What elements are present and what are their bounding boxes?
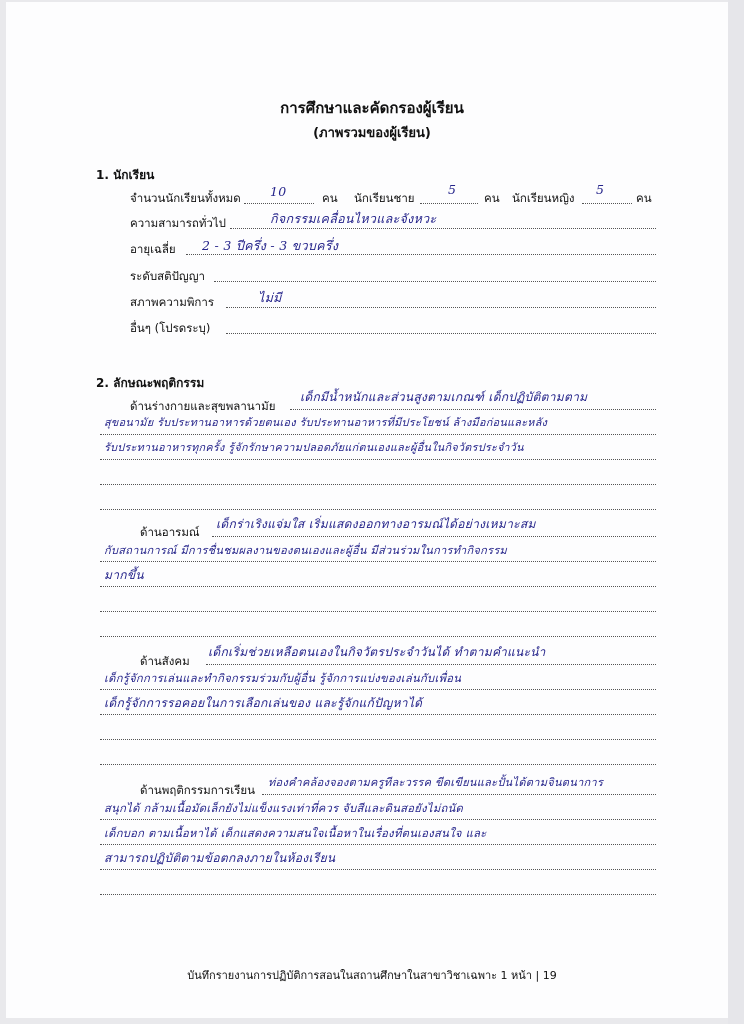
social-label: ด้านสังคม xyxy=(140,654,190,668)
learning-label: ด้านพฤติกรรมการเรียน xyxy=(140,783,255,797)
unit-label-2: คน xyxy=(484,191,500,205)
social-text-3: เด็กรู้จักการรอคอยในการเลือกเล่นของ และรู้จักแก้ปัญหาได้ xyxy=(104,696,423,710)
ability-value: กิจกรรมเคลื่อนไหวและจังหวะ xyxy=(270,211,437,226)
social-line-3 xyxy=(100,714,656,715)
page-subtitle: (ภาพรวมของผู้เรียน) xyxy=(313,126,431,141)
physical-text-2: สุขอนามัย รับประทานอาหารด้วยตนเอง รับประทานอาหารที่มีประโยชน์ ล้างมือก่อนและหลัง xyxy=(104,416,548,429)
social-line-2 xyxy=(100,689,656,690)
age-label: อายุเฉลี่ย xyxy=(130,242,176,256)
footer-page-number: 19 xyxy=(542,969,557,982)
learning-text-1: ท่องคำคล้องจองตามครูทีละวรรค ขีดเขียนและปั้นได้ตามจินตนาการ xyxy=(268,776,604,789)
emotional-line-1 xyxy=(212,536,656,537)
social-text-2: เด็กรู้จักการเล่นและทำกิจกรรมร่วมกับผู้อื่น รู้จักการแบ่งของเล่นกับเพื่อน xyxy=(104,672,462,685)
physical-text-1: เด็กมีน้ำหนักและส่วนสูงตามเกณฑ์ เด็กปฏิบัติตามตาม xyxy=(300,390,588,404)
emotional-line-4 xyxy=(100,611,656,612)
learning-line-2 xyxy=(100,819,656,820)
social-line-5 xyxy=(100,764,656,765)
footer-page-label: หน้า | xyxy=(511,969,540,982)
emotional-text-1: เด็กร่าเริงแจ่มใส เริ่มแสดงออกทางอารมณ์ได้อย่างเหมาะสม xyxy=(216,517,536,531)
male-students-value: 5 xyxy=(448,182,457,197)
page-title: การศึกษาและคัดกรองผู้เรียน xyxy=(280,99,464,117)
disability-label: สภาพความพิการ xyxy=(130,295,215,309)
total-students-value: 10 xyxy=(270,184,287,199)
physical-label: ด้านร่างกายและสุขพลานามัย xyxy=(130,399,276,413)
male-students-label: นักเรียนชาย xyxy=(354,191,415,205)
section2-heading: 2. ลักษณะพฤติกรรม xyxy=(96,376,205,390)
learning-text-2: สนุกได้ กล้ามเนื้อมัดเล็กยังไม่แข็งแรงเท่าที่ควร จับสีและดินสอยังไม่ถนัด xyxy=(104,802,464,815)
learning-text-4: สามารถปฏิบัติตามข้อตกลงภายในห้องเรียน xyxy=(104,851,336,865)
emotional-label: ด้านอารมณ์ xyxy=(140,525,200,539)
age-value: 2 - 3 ปีครึ่ง - 3 ขวบครึ่ง xyxy=(202,238,339,253)
physical-line-5 xyxy=(100,509,656,510)
page-footer xyxy=(0,966,744,984)
iq-line xyxy=(214,281,656,282)
learning-line-1 xyxy=(262,794,656,795)
female-students-line xyxy=(582,203,632,204)
learning-line-4 xyxy=(100,869,656,870)
other-line xyxy=(226,333,656,334)
disability-line xyxy=(226,307,656,308)
social-line-4 xyxy=(100,739,656,740)
unit-label-1: คน xyxy=(322,191,338,205)
learning-line-3 xyxy=(100,844,656,845)
physical-line-4 xyxy=(100,484,656,485)
emotional-line-5 xyxy=(100,636,656,637)
social-line-1 xyxy=(206,664,656,665)
footer-text: บันทึกรายงานการปฏิบัติการสอนในสถานศึกษาในสาขาวิชาเฉพาะ 1 xyxy=(187,969,508,982)
physical-line-2 xyxy=(100,434,656,435)
male-students-line xyxy=(420,203,478,204)
physical-text-3: รับประทานอาหารทุกครั้ง รู้จักรักษาความปลอดภัยแก่ตนเองและผู้อื่นในกิจวัตรประจำวัน xyxy=(104,441,524,454)
unit-label-3: คน xyxy=(636,191,652,205)
page-edge xyxy=(728,0,744,1024)
total-students-line xyxy=(244,203,314,204)
iq-label: ระดับสติปัญญา xyxy=(130,269,205,283)
female-students-value: 5 xyxy=(596,182,605,197)
other-label: อื่นๆ (โปรดระบุ) xyxy=(130,321,211,335)
emotional-text-2: กับสถานการณ์ มีการชื่นชมผลงานของตนเองและผู้อื่น มีส่วนร่วมในการทำกิจกรรม xyxy=(104,544,508,557)
total-students-label: จำนวนนักเรียนทั้งหมด xyxy=(130,191,241,205)
social-text-1: เด็กเริ่มช่วยเหลือตนเองในกิจวัตรประจำวันได้ ทำตามคำแนะนำ xyxy=(208,645,546,659)
emotional-line-2 xyxy=(100,561,656,562)
disability-value: ไม่มี xyxy=(258,290,282,305)
section1-heading: 1. นักเรียน xyxy=(96,168,155,182)
learning-line-5 xyxy=(100,894,656,895)
learning-text-3: เด็กบอก ตามเนื้อหาได้ เด็กแสดงความสนใจเนื้อหาในเรื่องที่ตนเองสนใจ และ xyxy=(104,827,487,840)
emotional-line-3 xyxy=(100,586,656,587)
ability-label: ความสามารถทั่วไป xyxy=(130,216,226,230)
physical-line-1 xyxy=(290,409,656,410)
female-students-label: นักเรียนหญิง xyxy=(512,191,575,205)
physical-line-3 xyxy=(100,459,656,460)
emotional-text-3: มากขึ้น xyxy=(104,568,144,582)
